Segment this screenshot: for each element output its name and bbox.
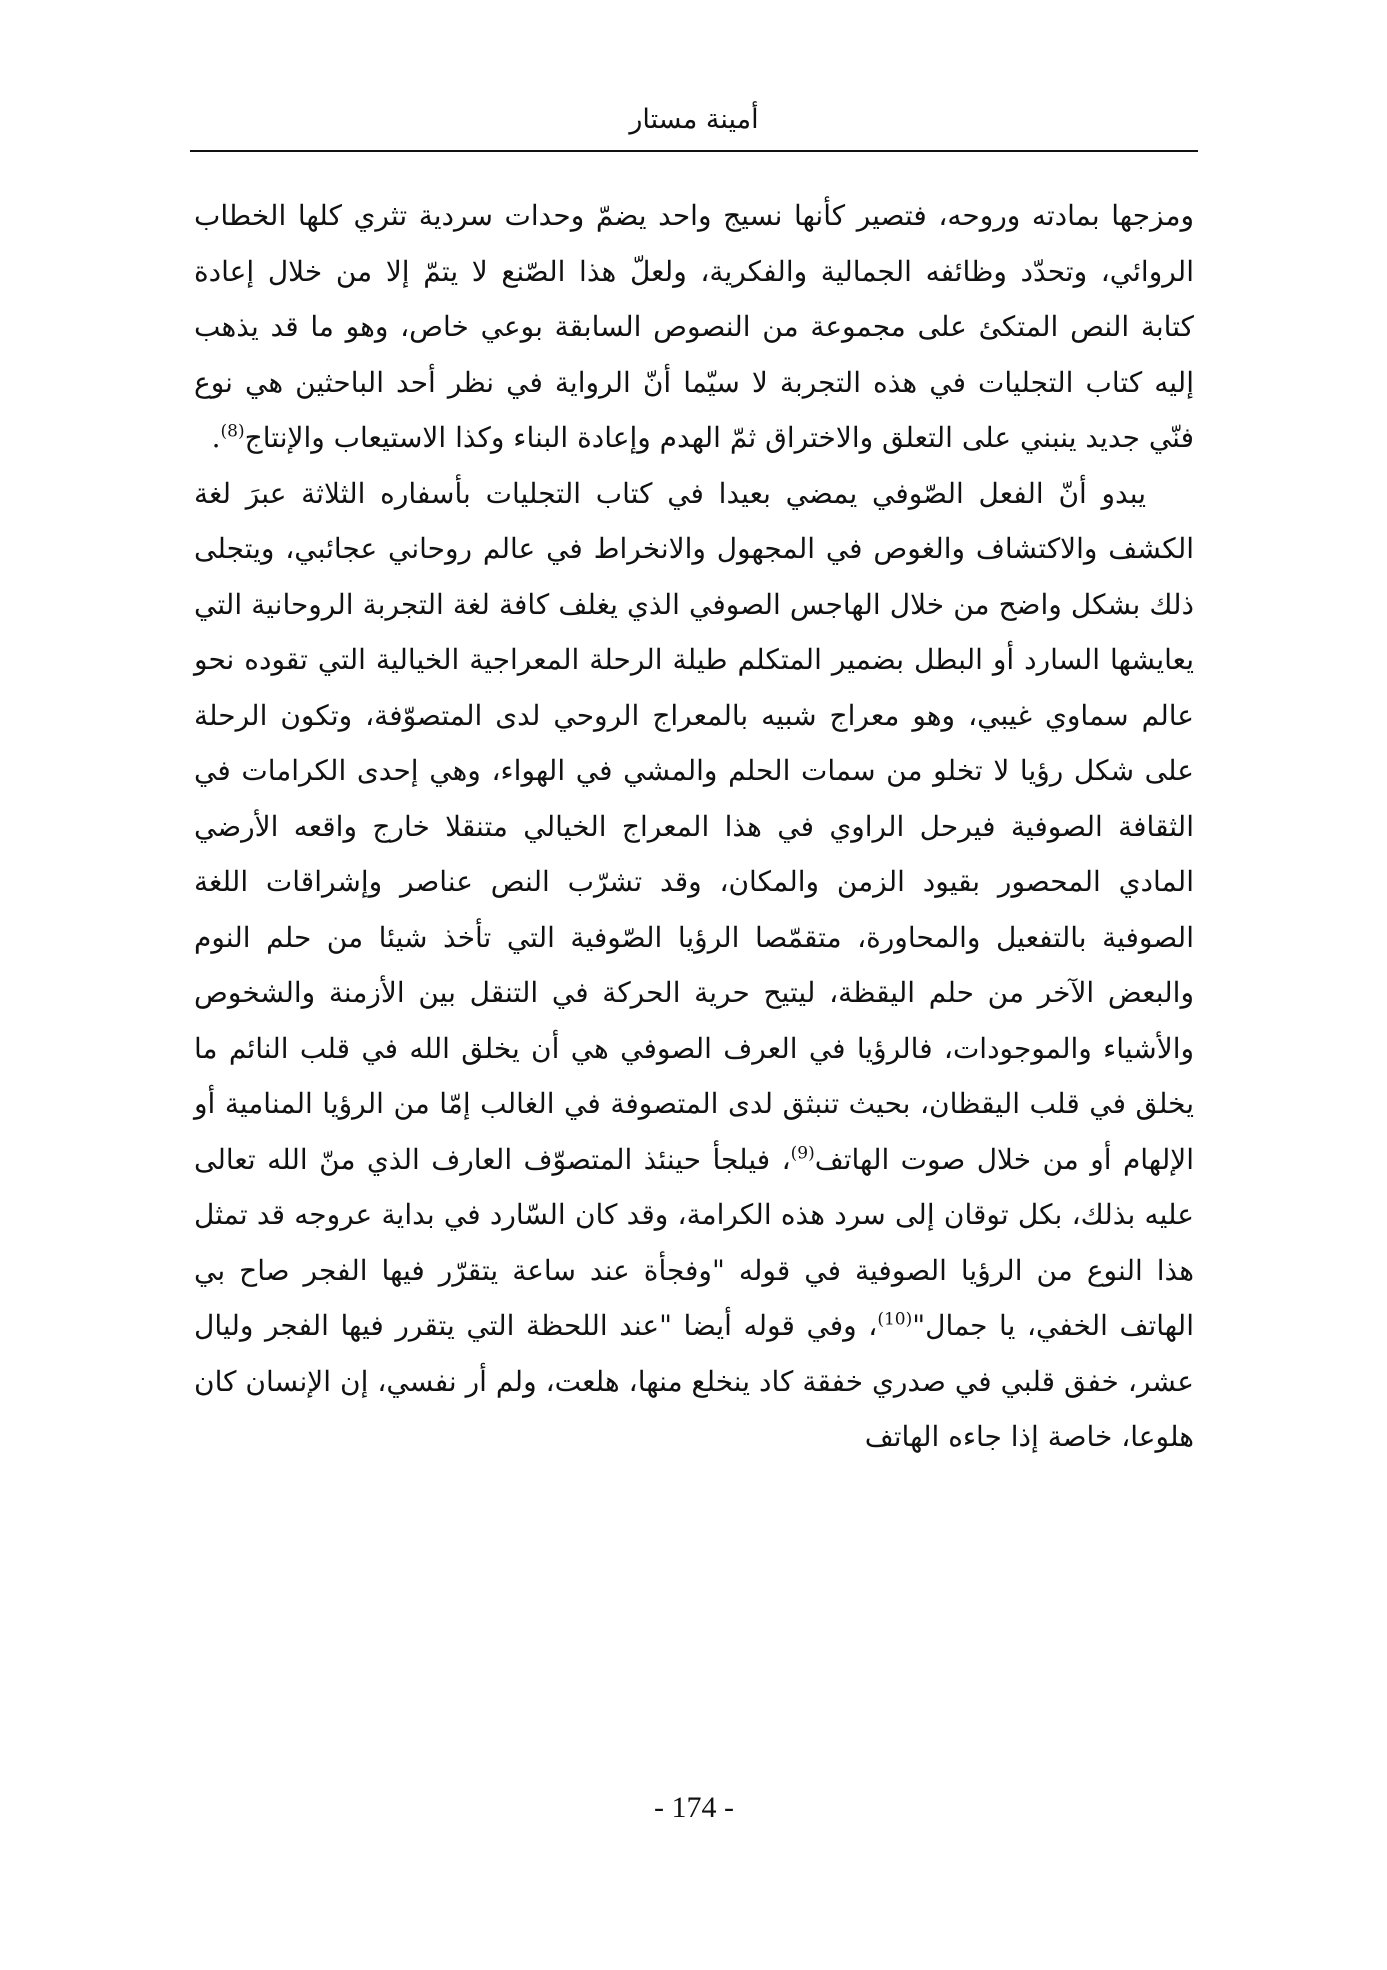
paragraph-text: يبدو أنّ الفعل الصّوفي يمضي بعيدا في كتاب التجليات بأسفاره الثلاثة عبرَ لغة الكشف والاكتشاف والغوص في المجهول والانخراط في عالم روحاني عجائبي، ويتجلى ذلك بشكل واضح من خلال الهاجس الصوفي الذي يغلف كافة لغة التجربة الروحانية التي يعايشها السارد أو البطل بضمير المتكلم طيلة الرحلة المعراجية الخيالية التي تقوده نحو عالم سماوي غيبي، وهو معراج شبيه بالمعراج الروحي لدى المتصوّفة، وتكون الرحلة على شكل رؤيا لا تخلو من سمات الحلم والمشي في الهواء، وهي إحدى الكرامات في الثقافة الصوفية فيرحل الراوي في هذا المعراج الخيالي متنقلا خارج واقعه الأرضي المادي المحصور بقيود الزمن والمكان، وقد تشرّب النص عناصر وإشراقات اللغة الصوفية بالتفعيل والمحاورة، متقمّصا الرؤيا الصّوفية التي تأخذ شيئا من حلم النوم والبعض الآخر من حلم اليقظة، ليتيح حرية الحركة في التنقل بين الأزمنة والشخوص والأشياء والموجودات، فالرؤيا في العرف الصوفي هي أن يخلق الله في قلب النائم ما يخلق في قلب اليقظان، بحيث تنبثق لدى المتصوفة في الغالب إمّا من الرؤيا المنامية أو الإلهام أو من خلال صوت الهاتف (194, 476, 1194, 1176)
paragraph-1 (194, 188, 1194, 466)
footnote-ref[interactable]: (8) (220, 421, 245, 442)
page-number: - 174 - (654, 1791, 734, 1824)
paragraph-2 (194, 466, 1194, 1465)
paragraph-text: ، وفي قوله أيضا "عند اللحظة التي يتقرر فيها الفجر وليال عشر، خفق قلبي في صدري خفقة كاد ينخلع منها، هلعت، ولم أر نفسي، إن الإنسان كان هلوعا، خاصة إذا جاءه الهاتف (194, 1309, 1194, 1453)
running-header: أمينة مستار (629, 104, 759, 135)
body-text (194, 188, 1194, 1465)
footnote-ref[interactable]: (10) (877, 1309, 913, 1330)
footnote-ref[interactable]: (9) (790, 1143, 815, 1164)
paragraph-text: ومزجها بمادته وروحه، فتصير كأنها نسيج واحد يضمّ وحدات سردية تثري كلها الخطاب الروائي، وتحدّد وظائفه الجمالية والفكرية، ولعلّ هذا الصّنع لا يتمّ إلا من خلال إعادة كتابة النص المتكئ على مجموعة من النصوص السابقة بوعي خاص، وهو ما قد يذهب إليه كتاب التجليات في هذه التجربة لا سيّما أنّ الرواية في نظر أحد الباحثين هي نوع فنّي جديد ينبني على التعلق والاختراق ثمّ الهدم وإعادة البناء وكذا الاستيعاب والإنتاج (194, 199, 1194, 454)
paragraph-text: ، فيلجأ حينئذ المتصوّف العارف الذي منّ الله تعالى عليه بذلك، بكل توقان إلى سرد هذه الكرامة، وقد كان السّارد في بداية عروجه قد تمثل هذا النوع من الرؤيا الصوفية في قوله "وفجأة عند ساعة يتقرّر فيها الفجر صاح بي الهاتف الخفي، يا جمال" (194, 1142, 1194, 1342)
header-rule (190, 150, 1198, 152)
paragraph-text: . (211, 421, 221, 454)
